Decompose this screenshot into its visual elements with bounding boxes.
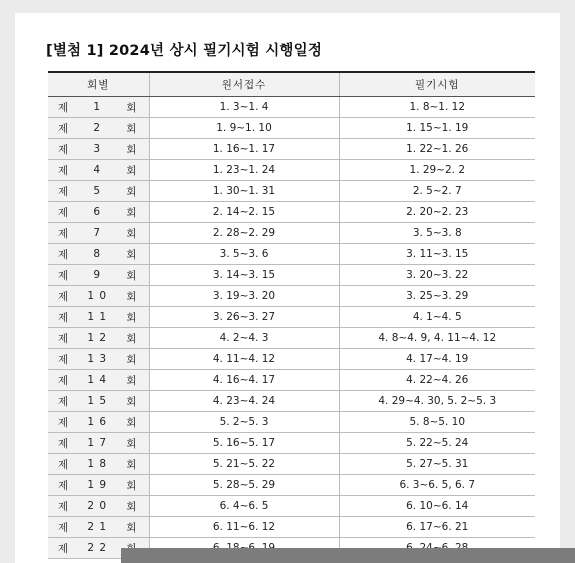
round-number: 5 (93, 185, 102, 197)
application-period-cell: 6. 11~6. 12 (149, 517, 339, 538)
application-period-cell: 4. 23~4. 24 (149, 391, 339, 412)
round-cell (48, 307, 149, 328)
round-suffix: 회 (126, 227, 137, 240)
round-prefix: 제 (58, 311, 69, 324)
round-suffix: 회 (126, 416, 137, 429)
round-prefix: 제 (58, 353, 69, 366)
round-prefix: 제 (58, 542, 69, 555)
window-bottom-bar (121, 548, 575, 563)
round-prefix: 제 (58, 122, 69, 135)
round-prefix: 제 (58, 164, 69, 177)
round-suffix: 회 (126, 122, 137, 135)
table-row (48, 286, 535, 307)
exam-period-cell: 6. 10~6. 14 (339, 496, 535, 517)
round-cell (48, 286, 149, 307)
table-row (48, 160, 535, 181)
round-prefix: 제 (58, 458, 69, 471)
round-cell (48, 370, 149, 391)
round-suffix: 회 (126, 248, 137, 261)
round-cell (48, 475, 149, 496)
exam-period-cell: 3. 20~3. 22 (339, 265, 535, 286)
application-period-cell: 1. 23~1. 24 (149, 160, 339, 181)
round-suffix: 회 (126, 101, 137, 114)
exam-period-cell: 5. 8~5. 10 (339, 412, 535, 433)
exam-period-cell: 2. 20~2. 23 (339, 202, 535, 223)
round-suffix: 회 (126, 311, 137, 324)
document-title: [별첨 1] 2024년 상시 필기시험 시행일정 (46, 43, 323, 59)
round-cell (48, 412, 149, 433)
round-number: 1 5 (87, 395, 108, 407)
round-cell (48, 496, 149, 517)
exam-period-cell: 3. 11~3. 15 (339, 244, 535, 265)
round-cell (48, 160, 149, 181)
round-suffix: 회 (126, 206, 137, 219)
application-period-cell: 5. 28~5. 29 (149, 475, 339, 496)
round-number: 1 (93, 101, 102, 113)
exam-period-cell: 1. 29~2. 2 (339, 160, 535, 181)
table-row (48, 97, 535, 118)
round-number: 1 4 (87, 374, 108, 386)
table-row (48, 454, 535, 475)
application-period-cell: 3. 26~3. 27 (149, 307, 339, 328)
application-period-cell: 6. 4~6. 5 (149, 496, 339, 517)
exam-period-cell: 3. 5~3. 8 (339, 223, 535, 244)
round-number: 4 (93, 164, 102, 176)
round-suffix: 회 (126, 353, 137, 366)
application-period-cell: 5. 21~5. 22 (149, 454, 339, 475)
application-period-cell: 1. 30~1. 31 (149, 181, 339, 202)
round-prefix: 제 (58, 500, 69, 513)
round-suffix: 회 (126, 332, 137, 345)
application-period-cell: 5. 2~5. 3 (149, 412, 339, 433)
round-prefix: 제 (58, 269, 69, 282)
round-suffix: 회 (126, 269, 137, 282)
round-number: 1 0 (87, 290, 108, 302)
exam-period-cell: 4. 22~4. 26 (339, 370, 535, 391)
application-period-cell: 1. 3~1. 4 (149, 97, 339, 118)
round-number: 1 8 (87, 458, 108, 470)
round-prefix: 제 (58, 143, 69, 156)
exam-period-cell: 4. 17~4. 19 (339, 349, 535, 370)
exam-period-cell: 1. 15~1. 19 (339, 118, 535, 139)
application-period-cell: 3. 19~3. 20 (149, 286, 339, 307)
round-number: 1 1 (87, 311, 108, 323)
round-prefix: 제 (58, 332, 69, 345)
application-period-cell: 3. 5~3. 6 (149, 244, 339, 265)
exam-period-cell: 5. 27~5. 31 (339, 454, 535, 475)
round-number: 7 (93, 227, 102, 239)
document-page (15, 13, 560, 563)
exam-period-cell: 6. 3~6. 5, 6. 7 (339, 475, 535, 496)
application-period-cell: 2. 28~2. 29 (149, 223, 339, 244)
round-suffix: 회 (126, 185, 137, 198)
round-suffix: 회 (126, 395, 137, 408)
table-row (48, 307, 535, 328)
application-period-cell: 3. 14~3. 15 (149, 265, 339, 286)
exam-period-cell: 4. 1~4. 5 (339, 307, 535, 328)
round-cell (48, 223, 149, 244)
round-prefix: 제 (58, 227, 69, 240)
round-cell (48, 265, 149, 286)
round-suffix: 회 (126, 479, 137, 492)
round-number: 1 9 (87, 479, 108, 491)
round-number: 1 6 (87, 416, 108, 428)
round-cell (48, 139, 149, 160)
round-prefix: 제 (58, 290, 69, 303)
round-prefix: 제 (58, 437, 69, 450)
round-prefix: 제 (58, 521, 69, 534)
exam-period-cell: 5. 22~5. 24 (339, 433, 535, 454)
application-period-cell: 1. 9~1. 10 (149, 118, 339, 139)
round-number: 2 1 (87, 521, 108, 533)
table-row (48, 244, 535, 265)
round-cell (48, 202, 149, 223)
round-suffix: 회 (126, 143, 137, 156)
table-row (48, 118, 535, 139)
round-cell (48, 97, 149, 118)
round-cell (48, 328, 149, 349)
exam-period-cell: 4. 29~4. 30, 5. 2~5. 3 (339, 391, 535, 412)
round-number: 2 2 (87, 542, 108, 554)
round-prefix: 제 (58, 416, 69, 429)
round-suffix: 회 (126, 521, 137, 534)
application-period-cell: 2. 14~2. 15 (149, 202, 339, 223)
header-round: 회별 (48, 72, 149, 97)
round-number: 9 (93, 269, 102, 281)
round-number: 1 2 (87, 332, 108, 344)
table-row (48, 202, 535, 223)
exam-period-cell: 4. 8~4. 9, 4. 11~4. 12 (339, 328, 535, 349)
round-cell (48, 517, 149, 538)
round-cell (48, 454, 149, 475)
table-row (48, 433, 535, 454)
round-prefix: 제 (58, 185, 69, 198)
round-cell (48, 181, 149, 202)
round-cell (48, 118, 149, 139)
round-cell (48, 433, 149, 454)
header-application: 원서접수 (149, 72, 339, 97)
round-cell (48, 244, 149, 265)
table-row (48, 139, 535, 160)
table-row (48, 181, 535, 202)
header-exam: 필기시험 (339, 72, 535, 97)
exam-period-cell: 6. 17~6. 21 (339, 517, 535, 538)
round-prefix: 제 (58, 395, 69, 408)
round-number: 1 7 (87, 437, 108, 449)
round-suffix: 회 (126, 290, 137, 303)
round-number: 2 0 (87, 500, 108, 512)
application-period-cell: 4. 11~4. 12 (149, 349, 339, 370)
table-row (48, 412, 535, 433)
round-number: 8 (93, 248, 102, 260)
table-row (48, 370, 535, 391)
table-header-row (48, 72, 535, 97)
round-number: 2 (93, 122, 102, 134)
schedule-table (48, 71, 535, 559)
application-period-cell: 1. 16~1. 17 (149, 139, 339, 160)
application-period-cell: 4. 16~4. 17 (149, 370, 339, 391)
round-prefix: 제 (58, 248, 69, 261)
table-row (48, 517, 535, 538)
round-suffix: 회 (126, 437, 137, 450)
round-number: 3 (93, 143, 102, 155)
round-number: 1 3 (87, 353, 108, 365)
round-prefix: 제 (58, 206, 69, 219)
exam-period-cell: 1. 8~1. 12 (339, 97, 535, 118)
round-prefix: 제 (58, 479, 69, 492)
exam-period-cell: 1. 22~1. 26 (339, 139, 535, 160)
table-row (48, 391, 535, 412)
round-suffix: 회 (126, 500, 137, 513)
table-row (48, 223, 535, 244)
table-row (48, 475, 535, 496)
table-row (48, 265, 535, 286)
round-cell (48, 391, 149, 412)
exam-period-cell: 2. 5~2. 7 (339, 181, 535, 202)
table-row (48, 349, 535, 370)
round-prefix: 제 (58, 374, 69, 387)
table-row (48, 328, 535, 349)
application-period-cell: 5. 16~5. 17 (149, 433, 339, 454)
table-row (48, 496, 535, 517)
application-period-cell: 4. 2~4. 3 (149, 328, 339, 349)
round-prefix: 제 (58, 101, 69, 114)
round-cell (48, 349, 149, 370)
round-suffix: 회 (126, 458, 137, 471)
round-number: 6 (93, 206, 102, 218)
exam-period-cell: 3. 25~3. 29 (339, 286, 535, 307)
round-suffix: 회 (126, 164, 137, 177)
round-suffix: 회 (126, 374, 137, 387)
